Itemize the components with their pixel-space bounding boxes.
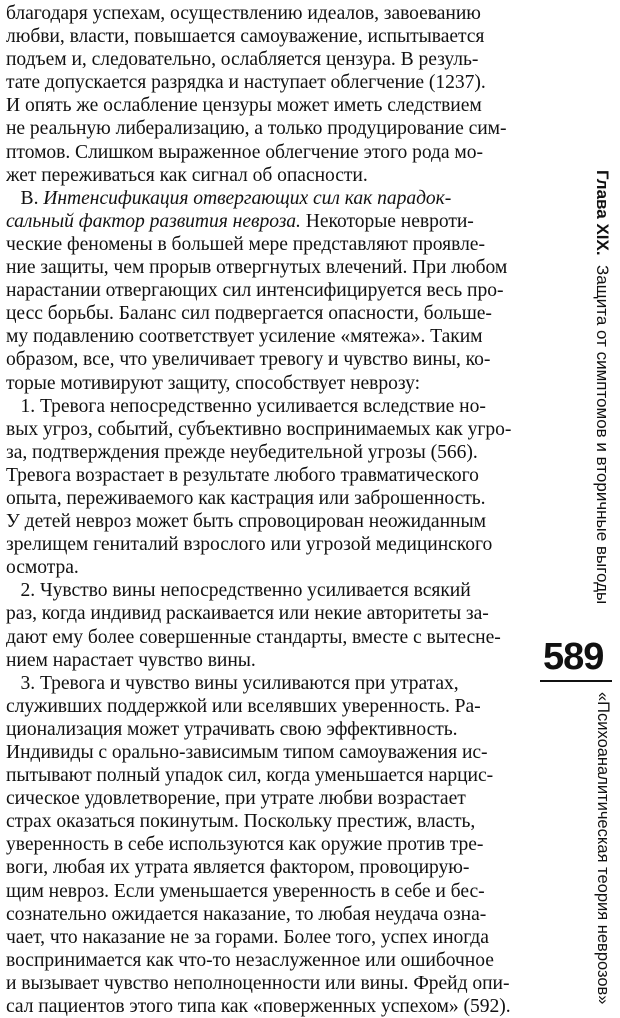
text-line: воги, любая их утрата является фактором, провоцирую- (6, 857, 470, 879)
text-line: цесс борьбы. Баланс сил подвергается опасности, большe- (6, 303, 492, 325)
text-line: уверенность в себе используются как оружие против тре- (6, 834, 484, 856)
text-line: любви, власти, повышается самоуважение, испытывается (6, 26, 485, 48)
text-line: сознательно ожидается наказание, то любая неудача озна- (6, 903, 487, 925)
text-line: Тревога возрастает в результате любого травматического (6, 464, 479, 486)
section-heading-italic: Интенсификация отвергающих сил как парадок- (43, 187, 452, 209)
text-suffix: Некоторые невроти- (300, 210, 474, 232)
text-line: не реальную либерализацию, а только продуцирование сим- (6, 118, 507, 140)
text-line: ционализация может утрачивать свою эффективность. (6, 718, 458, 740)
text-line: воспринимается как что-то незаслуженное или ошибочное (6, 949, 494, 971)
text-line: ние защиты, чем прорыв отвергнутых влечений. При любом (6, 257, 508, 279)
text-line: му подавлению соответствует усиление «мятежа». Таким (6, 326, 483, 348)
text-line: нарастании отвергающих сил интенсифицируется весь про- (6, 280, 504, 302)
section-heading-line (6, 210, 518, 233)
text-line: дают ему более совершенные стандарты, вместе с вытесне- (6, 626, 501, 648)
text-line: торые мотивируют защиту, способствует неврозу: (6, 372, 421, 394)
page-number-rule (540, 680, 612, 682)
text-line: щим невроз. Если уменьшается уверенность в себе и бес- (6, 880, 485, 902)
text-line: раз, когда индивид раскаивается или некие авторитеты за- (6, 603, 489, 625)
text-line: чает, что наказание не за горами. Более того, успех иногда (6, 926, 489, 948)
text-line: Индивиды с орально-зависимым типом самоуважения ис- (6, 742, 488, 763)
section-heading-line (6, 187, 518, 210)
text-line: опыта, переживаемого как кастрация или заброшенность. (6, 487, 486, 509)
text-line: 3. Тревога и чувство вины усиливаются при утратах, (6, 672, 459, 694)
text-prefix: В. (6, 187, 44, 209)
chapter-label: Глава XIX. (593, 170, 612, 256)
text-line: за, подтверждения прежде неубедительной угрозы (566). (6, 441, 478, 463)
main-text-column (6, 2, 518, 1018)
text-line: И опять же ослабление цензуры может иметь следствием (6, 95, 482, 117)
text-line: осмотра. (6, 557, 79, 579)
text-line: 1. Тревога непосредственно усиливается вследствие но- (6, 395, 486, 417)
text-line: сическое удовлетворение, при утрате любви возрастает (6, 788, 466, 810)
text-line: сал пациентов этого типа как «повержeнных успехом» (592). (6, 996, 511, 1018)
text-line: подъем и, следовательно, ослабляется цензура. В резуль- (6, 49, 479, 71)
page-sidebar (530, 0, 620, 1005)
text-line: вых угроз, событий, субъективно воспринимаемых как угро- (6, 418, 512, 440)
text-line: и вызывает чувство неполноценности или вины. Фрейд опи- (6, 972, 510, 994)
running-header-book-title: «Психоаналитическая теория неврозов» (594, 692, 612, 1005)
text-line: страх оказаться покинутым. Поскольку престиж, власть, (6, 811, 476, 833)
text-line: 2. Чувство вины непосредственно усиливается всякий (6, 580, 471, 602)
text-line: У детей невроз может быть спровоцирован неожиданным (6, 511, 486, 533)
text-line: птомов. Слишком выраженное облегчение этого рода мо- (6, 141, 483, 163)
text-line: жет переживаться как сигнал об опасности. (6, 164, 368, 186)
text-line: служивших поддержкой или вселявших уверенность. Ра- (6, 695, 481, 717)
chapter-title: Защита от симптомов и вторичные выгоды (593, 265, 612, 605)
text-line: образом, все, что увеличивает тревогу и чувство вины, ко- (6, 349, 491, 371)
section-heading-italic: сальный фактор развития невроза. (6, 210, 301, 232)
text-line: благодаря успехам, осуществлению идеалов, завоеванию (6, 3, 481, 24)
text-line: тате допускается разрядка и наступает облегчение (1237). (6, 72, 486, 94)
page-number: 589 (543, 636, 604, 678)
text-line: ческие феномены в большей мере представляют проявле- (6, 233, 485, 255)
running-header-chapter (590, 170, 612, 604)
text-line: нием нарастает чувство вины. (6, 649, 256, 671)
text-line: зрелищем гениталий взрослого или угрозой медицинского (6, 534, 493, 556)
text-line: пытывают полный упадок сил, когда уменьшается нарцис- (6, 765, 494, 787)
